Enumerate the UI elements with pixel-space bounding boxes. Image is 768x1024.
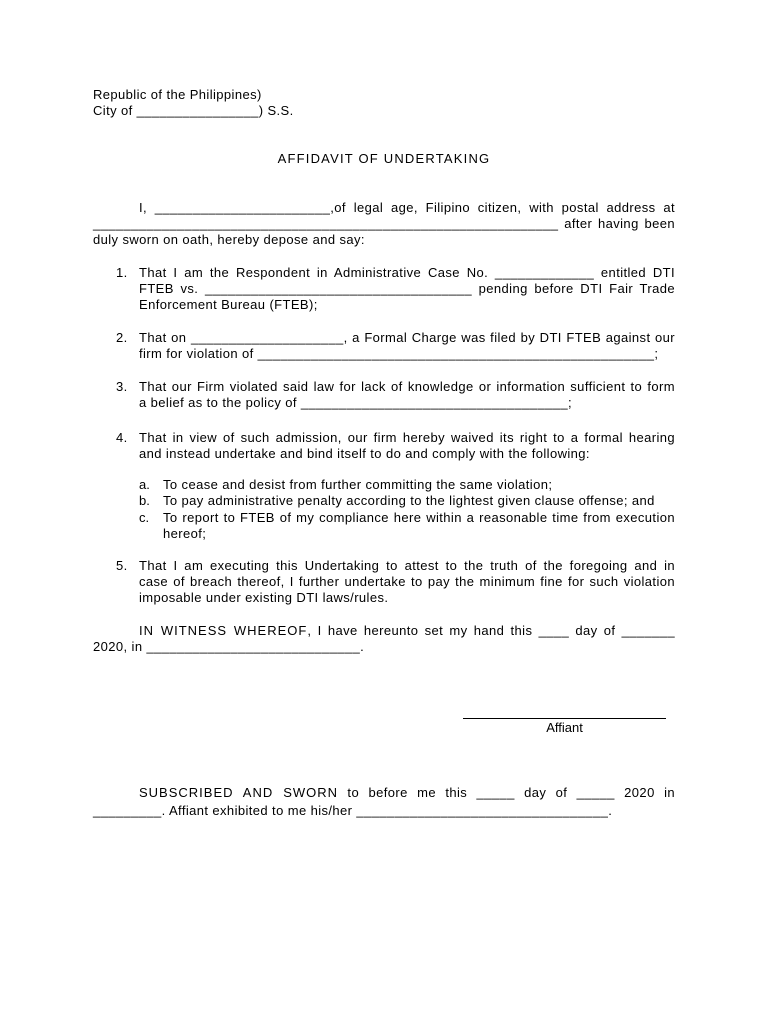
intro-line-3: duly sworn on oath, hereby depose and say: <box>93 232 365 247</box>
witness-line-1 <box>139 623 675 639</box>
witness-line-2: 2020, in ____________________________. <box>93 639 365 654</box>
document-title: AFFIDAVIT OF UNDERTAKING <box>277 151 491 166</box>
witness-lead: IN WITNESS WHEREOF <box>139 623 308 638</box>
item-2-line-1: That on ____________________, a Formal Charge was filed by DTI FTEB against our <box>139 330 675 345</box>
subitem-b-text: To pay administrative penalty according to the lightest given clause offense; and <box>163 493 655 508</box>
subitem-a-letter: a. <box>139 477 150 492</box>
intro-line-1: I, _______________________,of legal age, Filipino citizen, with postal address at <box>139 200 675 215</box>
jurat-lead: SUBSCRIBED AND SWORN <box>139 785 339 800</box>
item-1-line-2: FTEB vs. ___________________________________ pending before DTI Fair Trade <box>139 281 675 296</box>
item-2-number: 2. <box>116 330 128 345</box>
intro-line-2: _____________________________________________________________ after having been <box>93 216 675 231</box>
jurat-line-2: _________. Affiant exhibited to me his/her _________________________________. <box>93 803 613 818</box>
item-4-line-2: and instead undertake and bind itself to do and comply with the following: <box>139 446 590 461</box>
item-4-line-1: That in view of such admission, our firm hereby waived its right to a formal hearing <box>139 430 675 445</box>
subitem-c-letter: c. <box>139 510 150 525</box>
jurat-line-1 <box>139 785 675 801</box>
header-city: City of ________________) S.S. <box>93 103 294 118</box>
item-2-line-2: firm for violation of ____________________________________________________; <box>139 346 659 361</box>
subitem-b-letter: b. <box>139 493 150 508</box>
item-5-number: 5. <box>116 558 128 573</box>
item-3-line-2: a belief as to the policy of ___________________________________; <box>139 395 572 410</box>
affiant-signature-line <box>463 706 666 719</box>
affiant-label: Affiant <box>546 720 583 735</box>
header-republic: Republic of the Philippines) <box>93 87 262 102</box>
subitem-c-text-1: To report to FTEB of my compliance here within a reasonable time from execution <box>163 510 675 525</box>
item-4-number: 4. <box>116 430 128 445</box>
item-5-line-3: imposable under existing DTI laws/rules. <box>139 590 389 605</box>
subitem-a-text: To cease and desist from further committing the same violation; <box>163 477 553 492</box>
item-5-line-1: That I am executing this Undertaking to attest to the truth of the foregoing and in <box>139 558 675 573</box>
item-3-number: 3. <box>116 379 128 394</box>
item-1-line-3: Enforcement Bureau (FTEB); <box>139 297 318 312</box>
item-1-line-1: That I am the Respondent in Administrative Case No. _____________ entitled DTI <box>139 265 675 280</box>
item-3-line-1: That our Firm violated said law for lack of knowledge or information sufficient to form <box>139 379 675 394</box>
witness-line-1-rest: , I have hereunto set my hand this ____ day of _______ <box>307 623 676 638</box>
jurat-line-1-rest: to before me this _____ day of _____ 2020 in <box>338 785 675 800</box>
item-1-number: 1. <box>116 265 128 280</box>
subitem-c-text-2: hereof; <box>163 526 207 541</box>
item-5-line-2: case of breach thereof, I further undertake to pay the minimum fine for such violation <box>139 574 675 589</box>
